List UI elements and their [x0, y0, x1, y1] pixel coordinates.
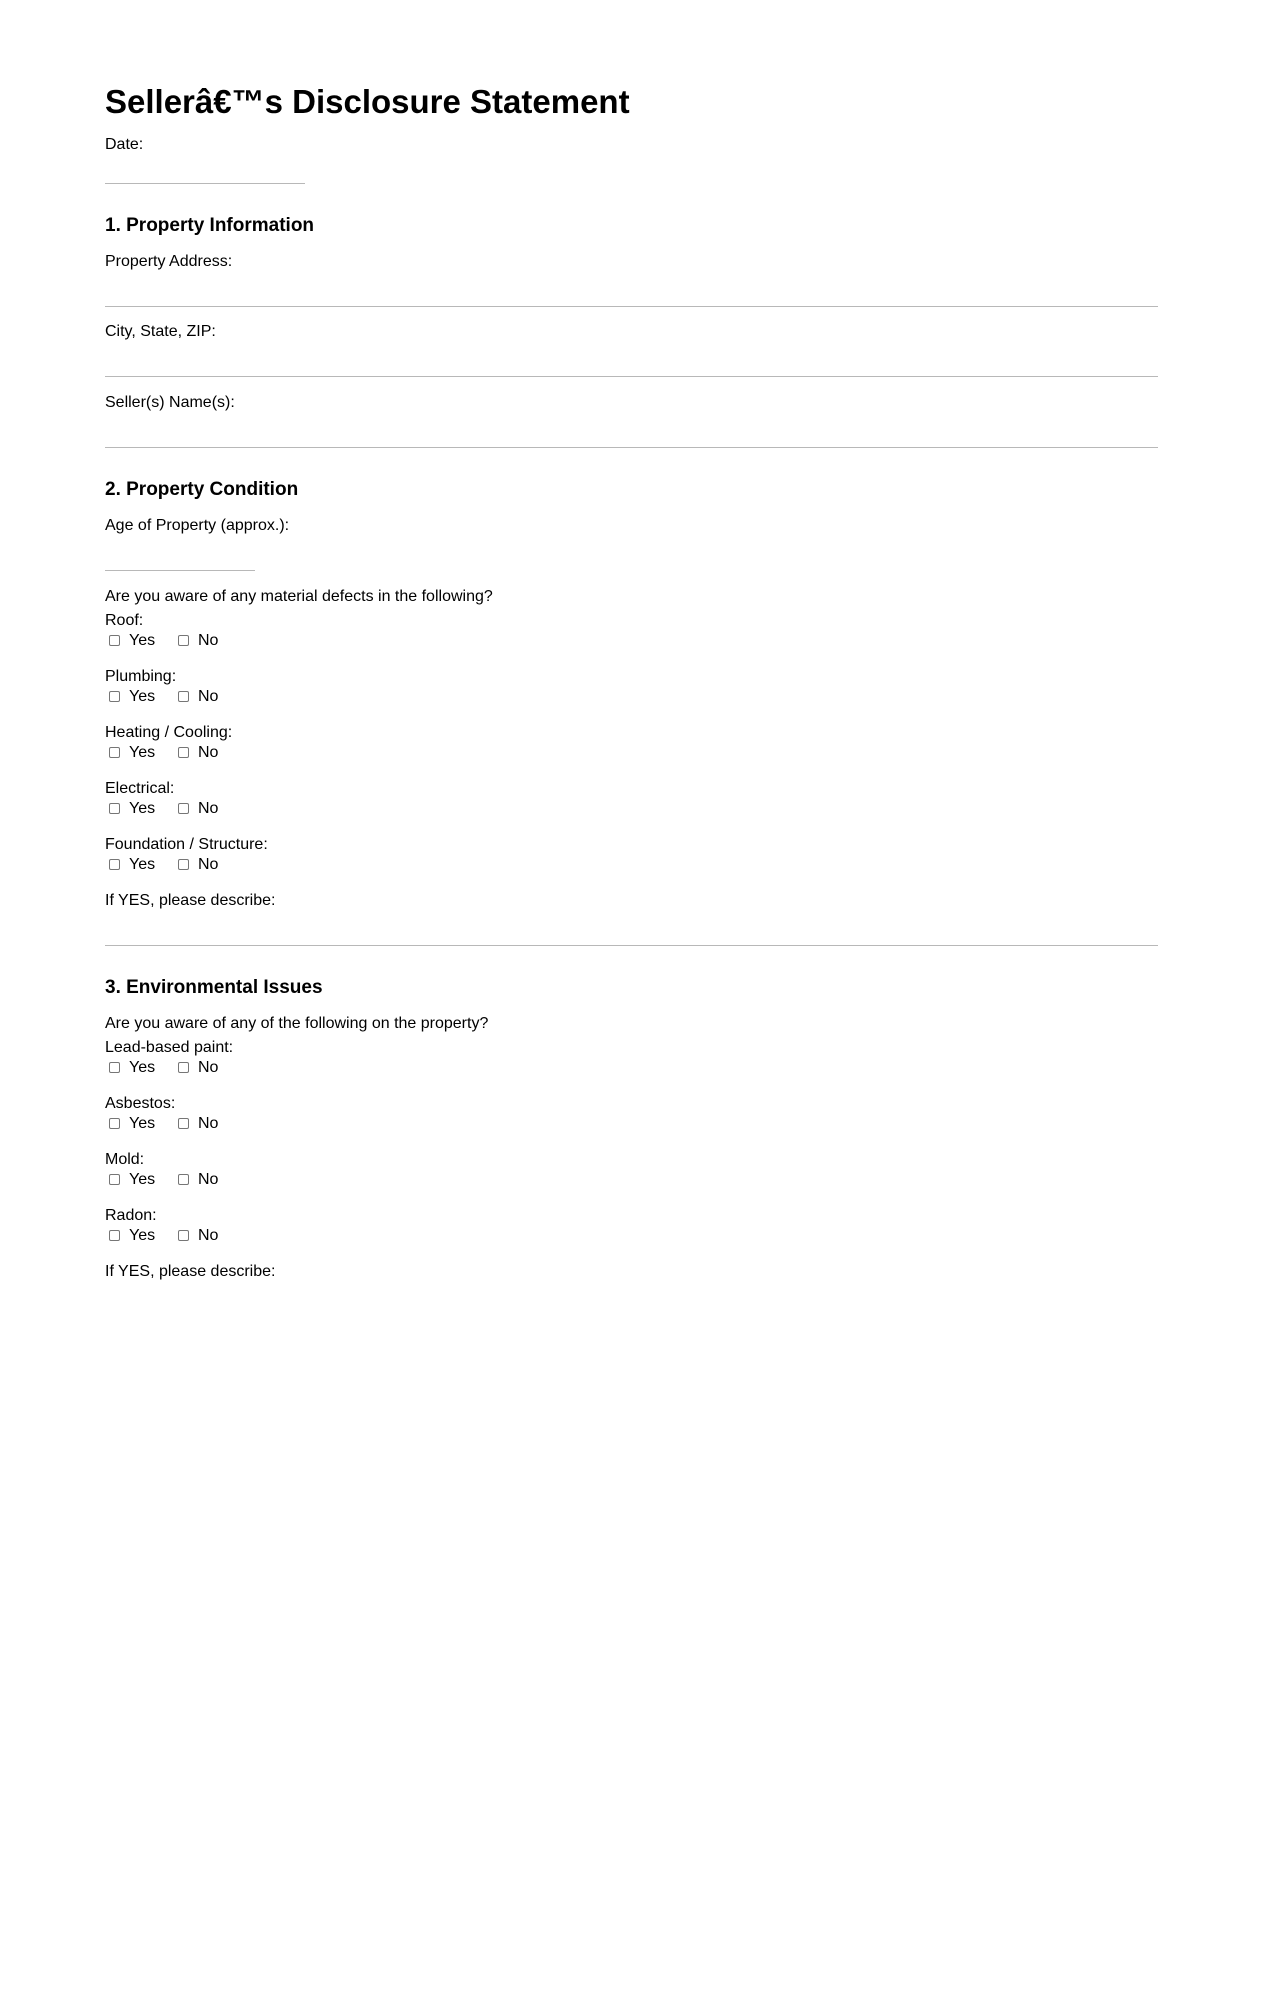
no-option-label: No: [198, 688, 219, 705]
env-item-label-mold: Mold:: [105, 1151, 145, 1168]
radon-no-checkbox[interactable]: [178, 1230, 189, 1241]
defects-describe-field[interactable]: [105, 945, 1158, 946]
yes-option-label: Yes: [129, 1227, 156, 1244]
defect-item-label-foundation-structure: Foundation / Structure:: [105, 836, 268, 853]
foundation-structure-no-checkbox[interactable]: [178, 859, 189, 870]
roof-yes-checkbox[interactable]: [109, 635, 120, 646]
mold-no-checkbox[interactable]: [178, 1174, 189, 1185]
section-heading-property-information: 1. Property Information: [105, 215, 315, 236]
yes-option-label: Yes: [129, 1059, 156, 1076]
foundation-structure-yes-checkbox[interactable]: [109, 859, 120, 870]
page-title: Sellerâ€™s Disclosure Statement: [105, 83, 630, 120]
electrical-yes-checkbox[interactable]: [109, 803, 120, 814]
defect-item-label-heating-cooling: Heating / Cooling:: [105, 724, 233, 741]
no-option-label: No: [198, 1059, 219, 1076]
plumbing-yes-checkbox[interactable]: [109, 691, 120, 702]
property-address-label: Property Address:: [105, 253, 233, 270]
no-option-label: No: [198, 632, 219, 649]
electrical-no-checkbox[interactable]: [178, 803, 189, 814]
city-state-zip-label: City, State, ZIP:: [105, 323, 216, 340]
environmental-describe-label: If YES, please describe:: [105, 1263, 276, 1280]
property-address-field[interactable]: [105, 306, 1158, 307]
yes-option-label: Yes: [129, 856, 156, 873]
yes-option-label: Yes: [129, 688, 156, 705]
heating-cooling-yes-checkbox[interactable]: [109, 747, 120, 758]
no-option-label: No: [198, 1171, 219, 1188]
roof-no-checkbox[interactable]: [178, 635, 189, 646]
asbestos-no-checkbox[interactable]: [178, 1118, 189, 1129]
lead-paint-no-checkbox[interactable]: [178, 1062, 189, 1073]
radon-yes-checkbox[interactable]: [109, 1230, 120, 1241]
defect-item-label-electrical: Electrical:: [105, 780, 175, 797]
city-state-zip-field[interactable]: [105, 376, 1158, 377]
lead-paint-yes-checkbox[interactable]: [109, 1062, 120, 1073]
heating-cooling-no-checkbox[interactable]: [178, 747, 189, 758]
defect-item-label-plumbing: Plumbing:: [105, 668, 177, 685]
no-option-label: No: [198, 1115, 219, 1132]
yes-option-label: Yes: [129, 632, 156, 649]
yes-option-label: Yes: [129, 800, 156, 817]
property-age-field[interactable]: [105, 570, 255, 571]
env-item-label-radon: Radon:: [105, 1207, 157, 1224]
defects-describe-label: If YES, please describe:: [105, 892, 276, 909]
env-item-label-asbestos: Asbestos:: [105, 1095, 176, 1112]
yes-option-label: Yes: [129, 1171, 156, 1188]
seller-names-field[interactable]: [105, 447, 1158, 448]
defects-question: Are you aware of any material defects in the following?: [105, 588, 493, 605]
property-age-label: Age of Property (approx.):: [105, 517, 290, 534]
mold-yes-checkbox[interactable]: [109, 1174, 120, 1185]
yes-option-label: Yes: [129, 1115, 156, 1132]
no-option-label: No: [198, 800, 219, 817]
date-label: Date:: [105, 136, 144, 153]
no-option-label: No: [198, 1227, 219, 1244]
section-heading-property-condition: 2. Property Condition: [105, 479, 299, 500]
no-option-label: No: [198, 856, 219, 873]
section-heading-environmental-issues: 3. Environmental Issues: [105, 977, 323, 998]
no-option-label: No: [198, 744, 219, 761]
seller-names-label: Seller(s) Name(s):: [105, 394, 235, 411]
yes-option-label: Yes: [129, 744, 156, 761]
environmental-question: Are you aware of any of the following on the property?: [105, 1015, 489, 1032]
env-item-label-lead-paint: Lead-based paint:: [105, 1039, 234, 1056]
defect-item-label-roof: Roof:: [105, 612, 144, 629]
plumbing-no-checkbox[interactable]: [178, 691, 189, 702]
asbestos-yes-checkbox[interactable]: [109, 1118, 120, 1129]
date-field[interactable]: [105, 183, 305, 184]
